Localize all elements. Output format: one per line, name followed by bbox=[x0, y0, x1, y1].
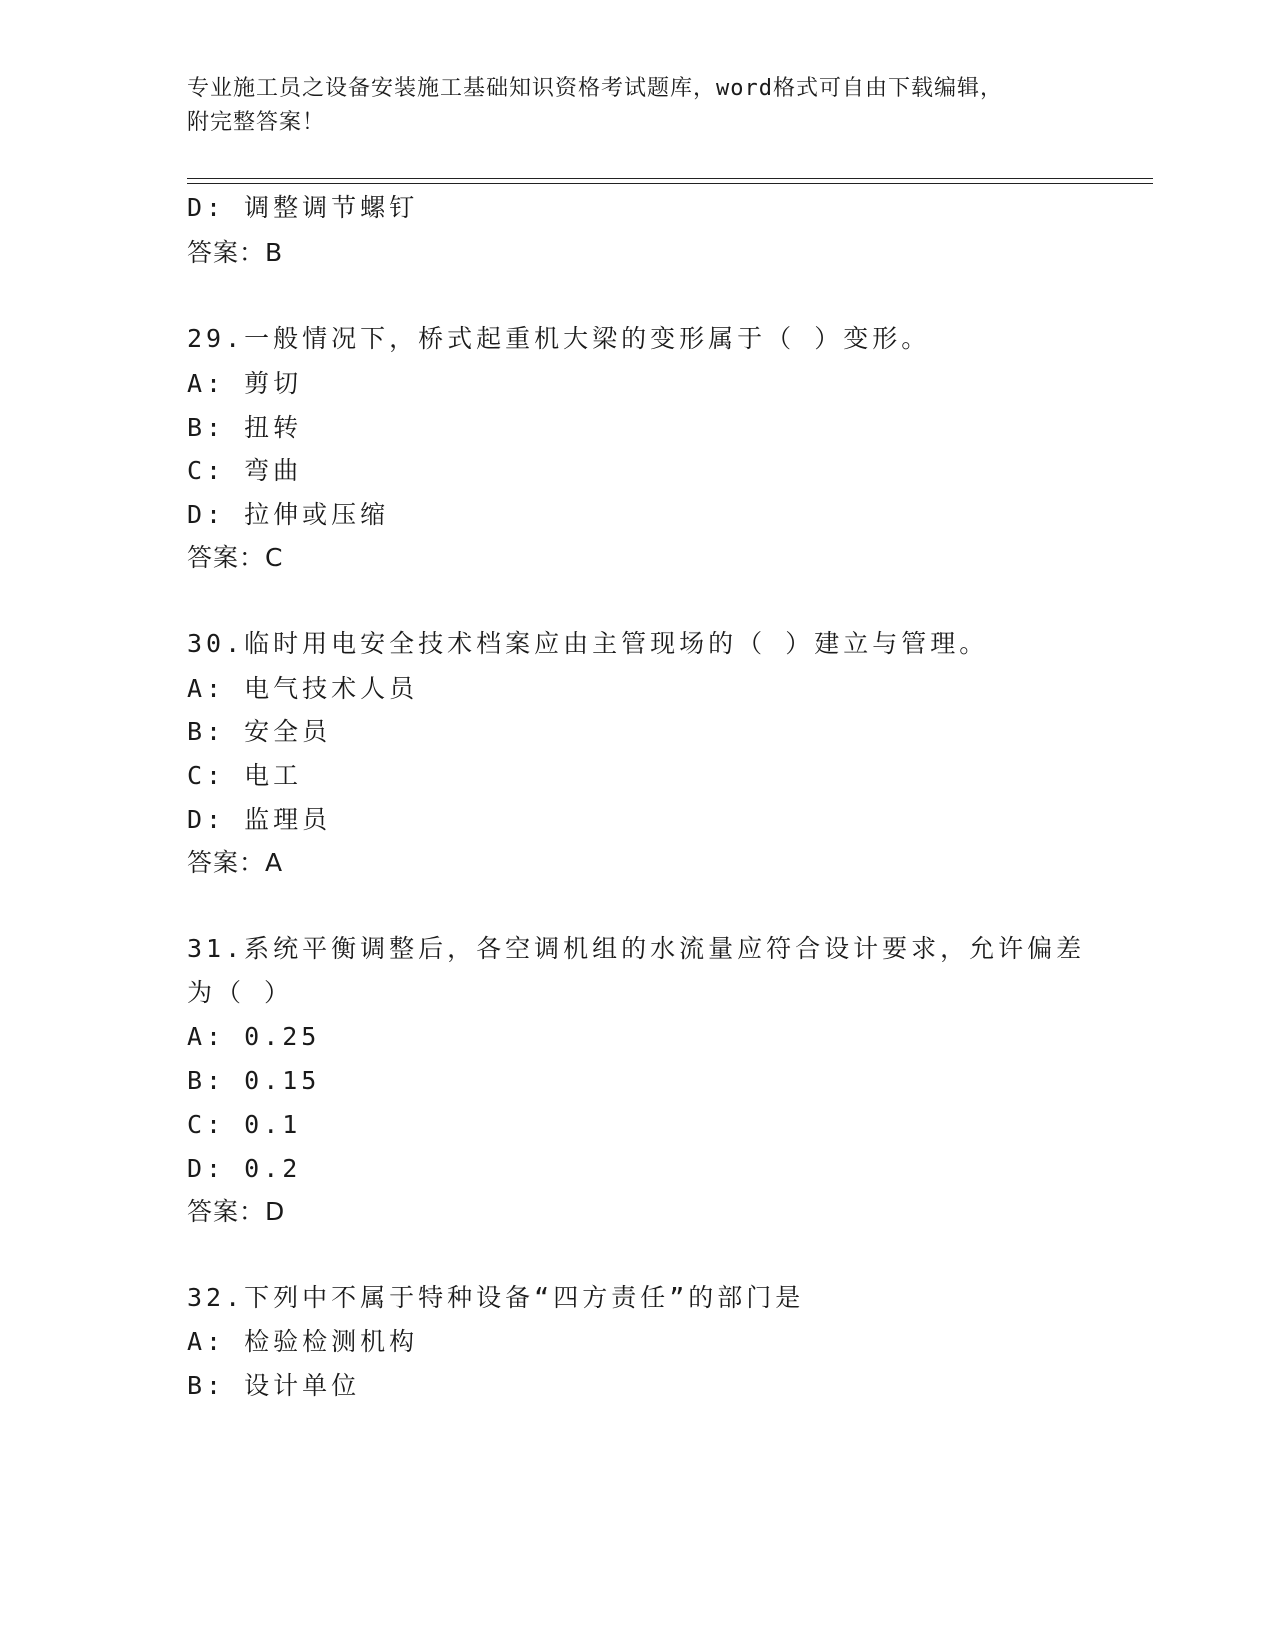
q30-stem: 30.临时用电安全技术档案应由主管现场的（ ）建立与管理。 bbox=[187, 629, 989, 658]
q30-option-d: D: 监理员 bbox=[187, 805, 332, 834]
q32-option-b: B: 设计单位 bbox=[187, 1371, 361, 1400]
q29-stem: 29.一般情况下，桥式起重机大梁的变形属于（ ）变形。 bbox=[187, 324, 931, 353]
q31-option-a: A: 0.25 bbox=[187, 1022, 321, 1051]
header-line-2: 附完整答案！ bbox=[187, 110, 326, 135]
header-rule-top bbox=[187, 178, 1153, 179]
header-line-1: 专业施工员之设备安装施工基础知识资格考试题库，word格式可自由下载编辑， bbox=[187, 76, 1003, 101]
header-rule-bottom bbox=[187, 183, 1153, 184]
q28-option-d: D: 调整调节螺钉 bbox=[187, 193, 419, 222]
document-header bbox=[187, 72, 1087, 140]
q30-answer: 答案：A bbox=[187, 848, 284, 877]
q31-answer: 答案：D bbox=[187, 1197, 286, 1226]
q31-stem-line-2: 为（ ） bbox=[187, 978, 294, 1007]
q32-option-a: A: 检验检测机构 bbox=[187, 1327, 419, 1356]
q29-answer: 答案：C bbox=[187, 543, 284, 572]
q30-option-b: B: 安全员 bbox=[187, 717, 332, 746]
q29-option-a: A: 剪切 bbox=[187, 369, 303, 398]
q31-option-b: B: 0.15 bbox=[187, 1066, 321, 1095]
q31-stem-line-1: 31.系统平衡调整后，各空调机组的水流量应符合设计要求，允许偏差 bbox=[187, 934, 1086, 963]
q30-option-a: A: 电气技术人员 bbox=[187, 674, 419, 703]
q30-option-c: C: 电工 bbox=[187, 761, 303, 790]
q31-option-d: D: 0.2 bbox=[187, 1154, 302, 1183]
q29-option-d: D: 拉伸或压缩 bbox=[187, 500, 390, 529]
q29-option-c: C: 弯曲 bbox=[187, 456, 303, 485]
q32-stem: 32.下列中不属于特种设备“四方责任”的部门是 bbox=[187, 1283, 805, 1312]
q29-option-b: B: 扭转 bbox=[187, 413, 303, 442]
q28-answer: 答案：B bbox=[187, 238, 284, 267]
q31-option-c: C: 0.1 bbox=[187, 1110, 302, 1139]
